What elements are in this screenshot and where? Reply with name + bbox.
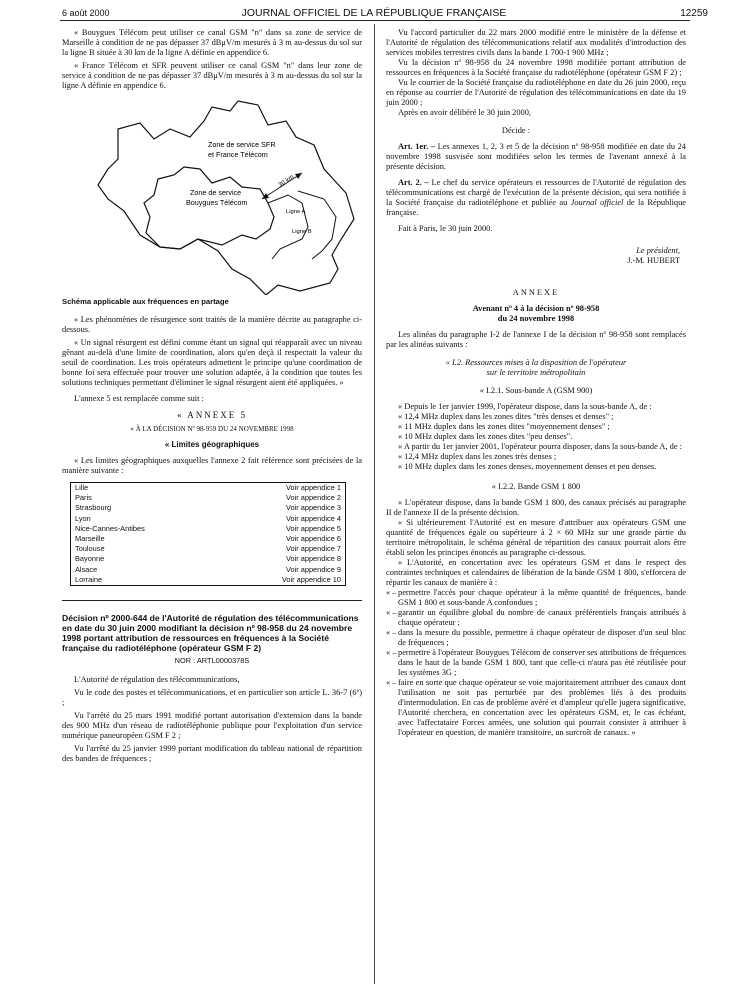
list-marker: « –: [386, 628, 397, 637]
avenant-date: du 24 novembre 1998: [497, 314, 575, 323]
dash-list: [386, 588, 686, 738]
limits-table: [70, 482, 346, 586]
list-item: [386, 608, 686, 628]
annex-title: « ANNEXE 5: [177, 410, 247, 420]
list-item-text: permettre l'accès pour chaque opérateur à la même quantité de fréquences, bande GSM 1 800 et sous-bande A confondues ;: [398, 588, 686, 607]
list-item-text: dans la mesure du possible, permettre à chaque opérateur de disposer d'un seul bloc de fréquences ;: [398, 628, 686, 647]
paragraph: « Les limites géographiques auxquelles l'annexe 2 fait référence sont précisées de la manière suivante :: [62, 456, 362, 475]
paragraph: « 12,4 MHz duplex dans les zones très denses ;: [398, 452, 557, 461]
header-date: 6 août 2000: [62, 8, 110, 18]
decision-title: Décision nº 2000-644 de l'Autorité de régulation des télécommunications en date du 30 juin 2000 modifiant la décision nº 98-958 du 24 novembre 1998 portant attribution de ressources en fréquences à la Société française du radiotéléphone (opérateur GSM F 2): [62, 613, 359, 654]
president-label: Le président,: [636, 246, 680, 255]
section-1-2-title-2: sur le territoire métropolitain: [486, 368, 586, 377]
article-2-text-end: de la République française.: [386, 198, 687, 217]
paragraph: Les alinéas du paragraphe I-2 de l'annexe I de la décision nº 98-958 sont remplacés par les alinéas suivants :: [386, 330, 686, 349]
limit-place: Nice-Cannes-Antibes: [75, 523, 145, 533]
page-number: 12259: [680, 8, 708, 19]
article-1-label: Art. 1er. –: [398, 142, 435, 151]
limits-title: « Limites géographiques: [164, 440, 260, 449]
line-a-label: Ligne A: [286, 209, 306, 215]
limit-place: Lorraine: [75, 574, 103, 584]
limit-place: Alsace: [75, 564, 98, 574]
page-header: [10, 6, 738, 20]
paragraph: « L'Autorité, en concertation avec les opérateurs GSM et dans le respect des contraintes techniques et calendaires de libération de la bande GSM 1 800, s'efforcera de répartir les canaux de manière à :: [386, 558, 686, 587]
limit-place: Paris: [75, 493, 92, 503]
list-marker: « –: [386, 678, 397, 687]
table-row: [71, 534, 346, 544]
list-item-text: permettre à l'opérateur Bouygues Télécom de conserver ses attributions de fréquences dans le haut de la bande GSM 1 800, tant que celle-ci n'aura pas été réutilisée pour les systèmes 3G ;: [398, 648, 686, 677]
limit-reference: Voir appendice 6: [285, 534, 341, 544]
arrow-head: [295, 173, 302, 179]
bouygues-zone-boundary: [144, 167, 274, 249]
distance-label: 30 km: [277, 173, 296, 189]
signature: J.-M. HUBERT: [627, 256, 680, 265]
right-column: [386, 28, 686, 738]
list-item-text: faire en sorte que chaque opérateur se voie majoritairement attribuer des canaux dont l'utilisation ne soit pas perturbée par des problèmes liés à des produits d'intermodulation. En cas de problème avéré et d'ampleur qu'elle jugera significative, l'Autorité cherchera, en concertation avec les opérateurs GSM, et, le cas échéant, avec l'affectataire Forces armées, une solution qui pourrait consister à attribuer à l'opérateur en question, de manière transitoire, un surcroît de canaux. »: [398, 678, 686, 737]
limit-reference: Voir appendice 1: [285, 483, 341, 492]
list-marker: « –: [386, 648, 397, 657]
paragraph: Après en avoir délibéré le 30 juin 2000,: [398, 108, 532, 117]
journal-officiel-ref: Journal officiel: [570, 198, 624, 207]
list-marker: « –: [386, 608, 397, 617]
limit-reference: Voir appendice 8: [285, 554, 341, 564]
table-row: [71, 575, 346, 586]
list-item: [386, 588, 686, 608]
paragraph: « 10 MHz duplex dans les zones denses, moyennement denses et peu denses.: [398, 462, 657, 471]
limit-reference: Voir appendice 5: [285, 523, 341, 533]
paragraph: Vu le courrier de la Société française du radiotéléphone en date du 26 juin 2000, reçu en réponse au courrier de l'Autorité de régulation des télécommunications en date du 19 juin 2000 ;: [386, 78, 686, 107]
article-2: [386, 178, 686, 218]
zone-label-sfr-2: et France Télécom: [208, 150, 268, 159]
article-2-text: Le chef du service opérateurs et ressources de l'Autorité de régulation des télécommunications est chargé de l'exécution de la présente décision, qui sera notifiée à la Société française du radiotéléphone et publiée au: [386, 178, 687, 207]
table-row: [71, 554, 346, 564]
section-1-2-2-title: « I.2.2. Bande GSM 1 800: [491, 482, 581, 491]
avenant-title: Avenant nº 4 à la décision nº 98-958: [472, 304, 600, 313]
limit-reference: Voir appendice 7: [285, 544, 341, 554]
list-item-text: garantir un équilibre global du nombre de canaux préférentiels français attribués à chaque opérateur ;: [398, 608, 686, 627]
article-1: [386, 142, 686, 172]
list-item: [386, 678, 686, 738]
limit-reference: Voir appendice 3: [285, 503, 341, 513]
zone-map-figure: [62, 99, 362, 295]
journal-title: JOURNAL OFFICIEL DE LA RÉPUBLIQUE FRANÇAISE: [241, 7, 507, 19]
section-separator: [62, 600, 362, 601]
paragraph: Vu le code des postes et télécommunications, et en particulier son article L. 36-7 (6º) ;: [62, 688, 362, 708]
table-row: [71, 493, 346, 503]
paragraph: « Si ultérieurement l'Autorité est en mesure d'attribuer aux opérateurs GSM une quantité de fréquences égale ou supérieure à 2 × 60 MHz sur une grande partie du territoire métropolitain, le schéma général de répartition des canaux pourrait alors être établi selon les principes énoncés au paragraphe ci-dessous.: [386, 518, 686, 557]
section-1-2-1-title: « I.2.1. Sous-bande A (GSM 900): [479, 386, 593, 395]
annex-subtitle: « À LA DÉCISION Nº 98-959 DU 24 NOVEMBRE 1998: [130, 425, 294, 433]
annexe-heading: ANNEXE: [512, 288, 560, 297]
limit-place: Strasbourg: [75, 503, 112, 513]
limit-place: Lille: [75, 483, 89, 492]
paragraph: Vu l'arrêté du 25 mars 1991 modifié portant autorisation d'extension dans la bande des 900 MHz d'un réseau de radiotéléphonie publique pour l'exploitation d'un service numérique paneuropéen GSM F 2 ;: [62, 711, 362, 741]
line-b: [298, 191, 336, 259]
paragraph: « L'opérateur dispose, dans la bande GSM 1 800, des canaux précisés au paragraphe II de l'annexe II de la présente décision.: [386, 498, 686, 517]
header-rule: [60, 20, 690, 21]
table-row: [71, 544, 346, 554]
limit-place: Bayonne: [75, 554, 105, 564]
limit-place: Lyon: [75, 513, 91, 523]
table-row: [71, 565, 346, 575]
list-item: [386, 628, 686, 648]
done-at: Fait à Paris, le 30 juin 2000.: [398, 224, 493, 233]
limit-reference: Voir appendice 10: [281, 574, 341, 584]
paragraph: « A partir du 1er janvier 2001, l'opérateur pourra disposer, dans la sous-bande A, de :: [398, 442, 682, 451]
table-row: [71, 524, 346, 534]
article-1-text: Les annexes 1, 2, 3 et 5 de la décision nº 98-958 modifiée en date du 24 novembre 1998 susvisée sont modifiées selon les termes de l'avenant annexé à la présente décision.: [386, 142, 686, 171]
paragraph: « Depuis le 1er janvier 1999, l'opérateur dispose, dans la sous-bande A, de :: [398, 402, 652, 411]
line-b-label: Ligne B: [292, 229, 312, 235]
article-2-label: Art. 2. –: [398, 178, 429, 187]
limit-reference: Voir appendice 2: [285, 493, 341, 503]
zone-label-bouygues: Zone de service: [190, 188, 242, 197]
decide-heading: Décide :: [501, 126, 531, 135]
limit-place: Marseille: [75, 534, 105, 544]
limit-place: Toulouse: [75, 544, 105, 554]
list-item: [386, 648, 686, 678]
table-row: [71, 483, 346, 494]
zone-map: [62, 99, 362, 295]
line-a: [268, 195, 308, 259]
zone-label-sfr: Zone de service SFR: [208, 140, 276, 149]
paragraph: « Les phénomènes de résurgence sont traités de la manière décrite au paragraphe ci-dessous.: [62, 315, 362, 334]
column-divider: [374, 24, 375, 984]
paragraph: Vu l'accord particulier du 22 mars 2000 modifié entre le ministère de la défense et l'Autorité de régulation des télécommunications relatif aux modalités d'introduction des services mobiles terrestres civils dans la bande 1 700-1 900 MHz ;: [386, 28, 686, 57]
paragraph: « 12,4 MHz duplex dans les zones dites "très denses et denses" ;: [398, 412, 614, 421]
left-column: [62, 28, 362, 764]
limit-reference: Voir appendice 4: [285, 513, 341, 523]
paragraph: « 10 MHz duplex dans les zones dites "peu denses".: [398, 432, 573, 441]
paragraph: « Un signal résurgent est défini comme étant un signal qui réapparaît avec un niveau gênant au-delà d'une limite de coordination, alors qu'en deçà il respectait la valeur du seuil de coordination. Les trois opérateurs admettent le principe qu'une coordination de bonne foi sera effectuée pour trouver une solution adaptée, à la condition que toutes les solutions techniques permettant d'éliminer le signal résurgent aient été appliquées. »: [62, 338, 362, 387]
paragraph: « Bouygues Télécom peut utiliser ce canal GSM "n" dans sa zone de service de Marseille à condition de ne pas dépasser 37 dBμV/m mesurés à 3 m au-dessus du sol sur la ligne B située à 30 km de la ligne A définie en appendice 6.: [62, 28, 362, 57]
section-1-2-title: « I.2. Ressources mises à la disposition de l'opérateur: [445, 358, 627, 367]
nor-reference: NOR : ARTL0000378S: [174, 656, 250, 666]
paragraph: Vu l'arrêté du 25 janvier 1999 portant modification du tableau national de répartition des bandes de fréquences ;: [62, 744, 362, 764]
table-row: [71, 514, 346, 524]
limit-reference: Voir appendice 9: [285, 564, 341, 574]
list-marker: « –: [386, 588, 397, 597]
paragraph: L'Autorité de régulation des télécommunications,: [74, 675, 240, 685]
zone-label-bouygues-2: Bouygues Télécom: [186, 198, 248, 207]
paragraph: « 11 MHz duplex dans les zones dites "moyennement denses" ;: [398, 422, 610, 431]
paragraph: Vu la décision nº 98-958 du 24 novembre 1998 modifiée portant attribution de ressources en fréquences à la Société française du radiotéléphone (opérateur GSM F 2) ;: [386, 58, 686, 77]
paragraph: « France Télécom et SFR peuvent utiliser ce canal GSM "n" dans leur zone de service à condition de ne pas dépasser 37 dBμV/m mesurés à 3 m au-dessus du sol sur la ligne A définie en appendice 6.: [62, 61, 362, 90]
map-caption: Schéma applicable aux fréquences en partage: [62, 297, 229, 306]
paragraph: L'annexe 5 est remplacée comme suit :: [74, 394, 204, 403]
table-row: [71, 503, 346, 513]
